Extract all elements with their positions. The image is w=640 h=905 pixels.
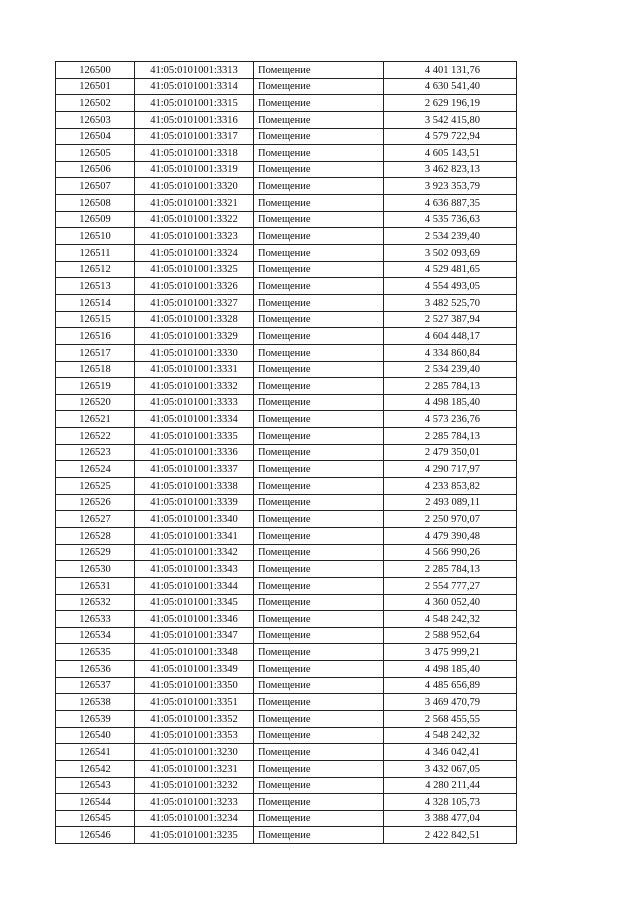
table-row	[56, 810, 517, 827]
row-number-cell: 126516	[56, 328, 135, 345]
row-number-cell: 126523	[56, 444, 135, 461]
cadastral-value-cell: 3 469 470,79	[384, 694, 517, 711]
row-number-cell: 126533	[56, 611, 135, 628]
cadastral-number-cell: 41:05:0101001:3348	[135, 644, 254, 661]
table-row	[56, 777, 517, 794]
object-type-cell: Помещение	[254, 611, 384, 628]
object-type-cell: Помещение	[254, 444, 384, 461]
table-row	[56, 710, 517, 727]
cadastral-value-cell: 3 482 525,70	[384, 294, 517, 311]
cadastral-number-cell: 41:05:0101001:3337	[135, 461, 254, 478]
row-number-cell: 126537	[56, 677, 135, 694]
object-type-cell: Помещение	[254, 627, 384, 644]
row-number-cell: 126531	[56, 577, 135, 594]
object-type-cell: Помещение	[254, 195, 384, 212]
cadastral-number-cell: 41:05:0101001:3339	[135, 494, 254, 511]
cadastral-number-cell: 41:05:0101001:3315	[135, 95, 254, 112]
object-type-cell: Помещение	[254, 494, 384, 511]
cadastral-value-cell: 2 285 784,13	[384, 561, 517, 578]
table-row	[56, 594, 517, 611]
cadastral-number-cell: 41:05:0101001:3316	[135, 111, 254, 128]
row-number-cell: 126524	[56, 461, 135, 478]
cadastral-value-table	[55, 61, 517, 844]
object-type-cell: Помещение	[254, 478, 384, 495]
cadastral-number-cell: 41:05:0101001:3233	[135, 794, 254, 811]
object-type-cell: Помещение	[254, 228, 384, 245]
cadastral-number-cell: 41:05:0101001:3327	[135, 294, 254, 311]
cadastral-number-cell: 41:05:0101001:3340	[135, 511, 254, 528]
table-row	[56, 95, 517, 112]
table-row	[56, 161, 517, 178]
row-number-cell: 126508	[56, 195, 135, 212]
table-row	[56, 611, 517, 628]
table-row	[56, 344, 517, 361]
object-type-cell: Помещение	[254, 62, 384, 79]
cadastral-number-cell: 41:05:0101001:3336	[135, 444, 254, 461]
row-number-cell: 126510	[56, 228, 135, 245]
table-row	[56, 361, 517, 378]
cadastral-value-cell: 4 535 736,63	[384, 211, 517, 228]
row-number-cell: 126540	[56, 727, 135, 744]
cadastral-number-cell: 41:05:0101001:3333	[135, 394, 254, 411]
cadastral-value-cell: 4 479 390,48	[384, 527, 517, 544]
row-number-cell: 126506	[56, 161, 135, 178]
table-row	[56, 794, 517, 811]
cadastral-number-cell: 41:05:0101001:3319	[135, 161, 254, 178]
row-number-cell: 126500	[56, 62, 135, 79]
object-type-cell: Помещение	[254, 328, 384, 345]
object-type-cell: Помещение	[254, 278, 384, 295]
table-row	[56, 627, 517, 644]
row-number-cell: 126529	[56, 544, 135, 561]
cadastral-value-cell: 2 250 970,07	[384, 511, 517, 528]
cadastral-value-cell: 2 629 196,19	[384, 95, 517, 112]
object-type-cell: Помещение	[254, 428, 384, 445]
cadastral-number-cell: 41:05:0101001:3235	[135, 827, 254, 844]
row-number-cell: 126505	[56, 145, 135, 162]
row-number-cell: 126503	[56, 111, 135, 128]
row-number-cell: 126527	[56, 511, 135, 528]
row-number-cell: 126546	[56, 827, 135, 844]
table-row	[56, 694, 517, 711]
cadastral-number-cell: 41:05:0101001:3346	[135, 611, 254, 628]
table-row	[56, 478, 517, 495]
object-type-cell: Помещение	[254, 411, 384, 428]
row-number-cell: 126522	[56, 428, 135, 445]
cadastral-number-cell: 41:05:0101001:3313	[135, 62, 254, 79]
object-type-cell: Помещение	[254, 294, 384, 311]
object-type-cell: Помещение	[254, 527, 384, 544]
cadastral-value-cell: 4 280 211,44	[384, 777, 517, 794]
row-number-cell: 126514	[56, 294, 135, 311]
table-row	[56, 328, 517, 345]
table-row	[56, 577, 517, 594]
row-number-cell: 126515	[56, 311, 135, 328]
object-type-cell: Помещение	[254, 128, 384, 145]
row-number-cell: 126528	[56, 527, 135, 544]
object-type-cell: Помещение	[254, 561, 384, 578]
object-type-cell: Помещение	[254, 311, 384, 328]
table-row	[56, 827, 517, 844]
table-row	[56, 111, 517, 128]
table-row	[56, 311, 517, 328]
cadastral-value-cell: 4 485 656,89	[384, 677, 517, 694]
row-number-cell: 126501	[56, 78, 135, 95]
table-row	[56, 245, 517, 262]
cadastral-value-cell: 4 498 185,40	[384, 394, 517, 411]
row-number-cell: 126509	[56, 211, 135, 228]
cadastral-number-cell: 41:05:0101001:3347	[135, 627, 254, 644]
table-row	[56, 511, 517, 528]
cadastral-value-cell: 4 328 105,73	[384, 794, 517, 811]
table-row	[56, 145, 517, 162]
cadastral-number-cell: 41:05:0101001:3350	[135, 677, 254, 694]
cadastral-value-cell: 4 579 722,94	[384, 128, 517, 145]
object-type-cell: Помещение	[254, 78, 384, 95]
cadastral-number-cell: 41:05:0101001:3231	[135, 760, 254, 777]
object-type-cell: Помещение	[254, 677, 384, 694]
cadastral-value-cell: 4 554 493,05	[384, 278, 517, 295]
row-number-cell: 126504	[56, 128, 135, 145]
object-type-cell: Помещение	[254, 694, 384, 711]
table-row	[56, 661, 517, 678]
cadastral-value-cell: 3 475 999,21	[384, 644, 517, 661]
object-type-cell: Помещение	[254, 178, 384, 195]
cadastral-value-cell: 4 630 541,40	[384, 78, 517, 95]
table-row	[56, 494, 517, 511]
row-number-cell: 126535	[56, 644, 135, 661]
object-type-cell: Помещение	[254, 261, 384, 278]
row-number-cell: 126536	[56, 661, 135, 678]
table-row	[56, 195, 517, 212]
object-type-cell: Помещение	[254, 378, 384, 395]
cadastral-value-cell: 4 290 717,97	[384, 461, 517, 478]
row-number-cell: 126530	[56, 561, 135, 578]
object-type-cell: Помещение	[254, 710, 384, 727]
cadastral-number-cell: 41:05:0101001:3342	[135, 544, 254, 561]
cadastral-number-cell: 41:05:0101001:3320	[135, 178, 254, 195]
row-number-cell: 126543	[56, 777, 135, 794]
cadastral-value-cell: 3 432 067,05	[384, 760, 517, 777]
row-number-cell: 126526	[56, 494, 135, 511]
cadastral-value-cell: 4 605 143,51	[384, 145, 517, 162]
cadastral-number-cell: 41:05:0101001:3351	[135, 694, 254, 711]
row-number-cell: 126502	[56, 95, 135, 112]
cadastral-number-cell: 41:05:0101001:3334	[135, 411, 254, 428]
row-number-cell: 126521	[56, 411, 135, 428]
cadastral-value-cell: 4 233 853,82	[384, 478, 517, 495]
cadastral-number-cell: 41:05:0101001:3232	[135, 777, 254, 794]
row-number-cell: 126542	[56, 760, 135, 777]
row-number-cell: 126525	[56, 478, 135, 495]
object-type-cell: Помещение	[254, 544, 384, 561]
cadastral-number-cell: 41:05:0101001:3345	[135, 594, 254, 611]
cadastral-number-cell: 41:05:0101001:3343	[135, 561, 254, 578]
cadastral-value-cell: 2 422 842,51	[384, 827, 517, 844]
cadastral-number-cell: 41:05:0101001:3317	[135, 128, 254, 145]
cadastral-value-cell: 4 548 242,32	[384, 611, 517, 628]
row-number-cell: 126512	[56, 261, 135, 278]
row-number-cell: 126519	[56, 378, 135, 395]
cadastral-number-cell: 41:05:0101001:3234	[135, 810, 254, 827]
table-row	[56, 78, 517, 95]
cadastral-number-cell: 41:05:0101001:3318	[135, 145, 254, 162]
object-type-cell: Помещение	[254, 777, 384, 794]
cadastral-value-cell: 4 360 052,40	[384, 594, 517, 611]
object-type-cell: Помещение	[254, 810, 384, 827]
cadastral-number-cell: 41:05:0101001:3331	[135, 361, 254, 378]
table-row	[56, 744, 517, 761]
table-row	[56, 561, 517, 578]
object-type-cell: Помещение	[254, 111, 384, 128]
row-number-cell: 126538	[56, 694, 135, 711]
cadastral-value-cell: 4 566 990,26	[384, 544, 517, 561]
cadastral-value-cell: 3 462 823,13	[384, 161, 517, 178]
object-type-cell: Помещение	[254, 511, 384, 528]
row-number-cell: 126507	[56, 178, 135, 195]
cadastral-number-cell: 41:05:0101001:3324	[135, 245, 254, 262]
table-row	[56, 677, 517, 694]
cadastral-number-cell: 41:05:0101001:3326	[135, 278, 254, 295]
object-type-cell: Помещение	[254, 644, 384, 661]
object-type-cell: Помещение	[254, 145, 384, 162]
object-type-cell: Помещение	[254, 661, 384, 678]
cadastral-number-cell: 41:05:0101001:3230	[135, 744, 254, 761]
cadastral-value-cell: 4 498 185,40	[384, 661, 517, 678]
table-row	[56, 278, 517, 295]
table-row	[56, 760, 517, 777]
row-number-cell: 126513	[56, 278, 135, 295]
cadastral-value-cell: 2 534 239,40	[384, 361, 517, 378]
cadastral-value-cell: 4 548 242,32	[384, 727, 517, 744]
cadastral-value-cell: 3 542 415,80	[384, 111, 517, 128]
cadastral-number-cell: 41:05:0101001:3328	[135, 311, 254, 328]
cadastral-number-cell: 41:05:0101001:3344	[135, 577, 254, 594]
table-row	[56, 178, 517, 195]
table-row	[56, 544, 517, 561]
table-row	[56, 411, 517, 428]
cadastral-value-cell: 4 573 236,76	[384, 411, 517, 428]
object-type-cell: Помещение	[254, 744, 384, 761]
table-body	[56, 62, 517, 844]
object-type-cell: Помещение	[254, 827, 384, 844]
table-row	[56, 378, 517, 395]
cadastral-number-cell: 41:05:0101001:3353	[135, 727, 254, 744]
cadastral-value-cell: 4 401 131,76	[384, 62, 517, 79]
object-type-cell: Помещение	[254, 727, 384, 744]
table-row	[56, 461, 517, 478]
cadastral-value-cell: 3 502 093,69	[384, 245, 517, 262]
row-number-cell: 126517	[56, 344, 135, 361]
table-row	[56, 727, 517, 744]
cadastral-number-cell: 41:05:0101001:3329	[135, 328, 254, 345]
object-type-cell: Помещение	[254, 211, 384, 228]
cadastral-value-cell: 4 346 042,41	[384, 744, 517, 761]
row-number-cell: 126534	[56, 627, 135, 644]
cadastral-value-cell: 2 285 784,13	[384, 378, 517, 395]
cadastral-number-cell: 41:05:0101001:3321	[135, 195, 254, 212]
cadastral-number-cell: 41:05:0101001:3323	[135, 228, 254, 245]
cadastral-value-cell: 4 604 448,17	[384, 328, 517, 345]
row-number-cell: 126520	[56, 394, 135, 411]
cadastral-value-cell: 2 568 455,55	[384, 710, 517, 727]
cadastral-number-cell: 41:05:0101001:3332	[135, 378, 254, 395]
row-number-cell: 126541	[56, 744, 135, 761]
cadastral-number-cell: 41:05:0101001:3352	[135, 710, 254, 727]
object-type-cell: Помещение	[254, 245, 384, 262]
table-row	[56, 444, 517, 461]
cadastral-number-cell: 41:05:0101001:3325	[135, 261, 254, 278]
table-row	[56, 644, 517, 661]
table-row	[56, 394, 517, 411]
cadastral-value-cell: 3 388 477,04	[384, 810, 517, 827]
row-number-cell: 126539	[56, 710, 135, 727]
table-row	[56, 62, 517, 79]
table-row	[56, 211, 517, 228]
cadastral-value-cell: 2 527 387,94	[384, 311, 517, 328]
object-type-cell: Помещение	[254, 161, 384, 178]
object-type-cell: Помещение	[254, 461, 384, 478]
cadastral-value-cell: 2 554 777,27	[384, 577, 517, 594]
cadastral-value-cell: 3 923 353,79	[384, 178, 517, 195]
table-row	[56, 527, 517, 544]
row-number-cell: 126545	[56, 810, 135, 827]
cadastral-number-cell: 41:05:0101001:3338	[135, 478, 254, 495]
cadastral-value-cell: 2 534 239,40	[384, 228, 517, 245]
cadastral-number-cell: 41:05:0101001:3335	[135, 428, 254, 445]
cadastral-number-cell: 41:05:0101001:3341	[135, 527, 254, 544]
cadastral-value-cell: 4 334 860,84	[384, 344, 517, 361]
cadastral-value-cell: 4 529 481,65	[384, 261, 517, 278]
table-row	[56, 428, 517, 445]
cadastral-value-cell: 4 636 887,35	[384, 195, 517, 212]
cadastral-value-cell: 2 285 784,13	[384, 428, 517, 445]
row-number-cell: 126544	[56, 794, 135, 811]
cadastral-value-cell: 2 588 952,64	[384, 627, 517, 644]
cadastral-number-cell: 41:05:0101001:3349	[135, 661, 254, 678]
table-row	[56, 294, 517, 311]
cadastral-number-cell: 41:05:0101001:3322	[135, 211, 254, 228]
row-number-cell: 126532	[56, 594, 135, 611]
cadastral-number-cell: 41:05:0101001:3314	[135, 78, 254, 95]
object-type-cell: Помещение	[254, 794, 384, 811]
object-type-cell: Помещение	[254, 95, 384, 112]
table-row	[56, 261, 517, 278]
object-type-cell: Помещение	[254, 394, 384, 411]
object-type-cell: Помещение	[254, 344, 384, 361]
cadastral-value-cell: 2 479 350,01	[384, 444, 517, 461]
object-type-cell: Помещение	[254, 361, 384, 378]
object-type-cell: Помещение	[254, 577, 384, 594]
object-type-cell: Помещение	[254, 594, 384, 611]
cadastral-value-cell: 2 493 089,11	[384, 494, 517, 511]
cadastral-number-cell: 41:05:0101001:3330	[135, 344, 254, 361]
row-number-cell: 126518	[56, 361, 135, 378]
table-row	[56, 128, 517, 145]
row-number-cell: 126511	[56, 245, 135, 262]
object-type-cell: Помещение	[254, 760, 384, 777]
table-row	[56, 228, 517, 245]
